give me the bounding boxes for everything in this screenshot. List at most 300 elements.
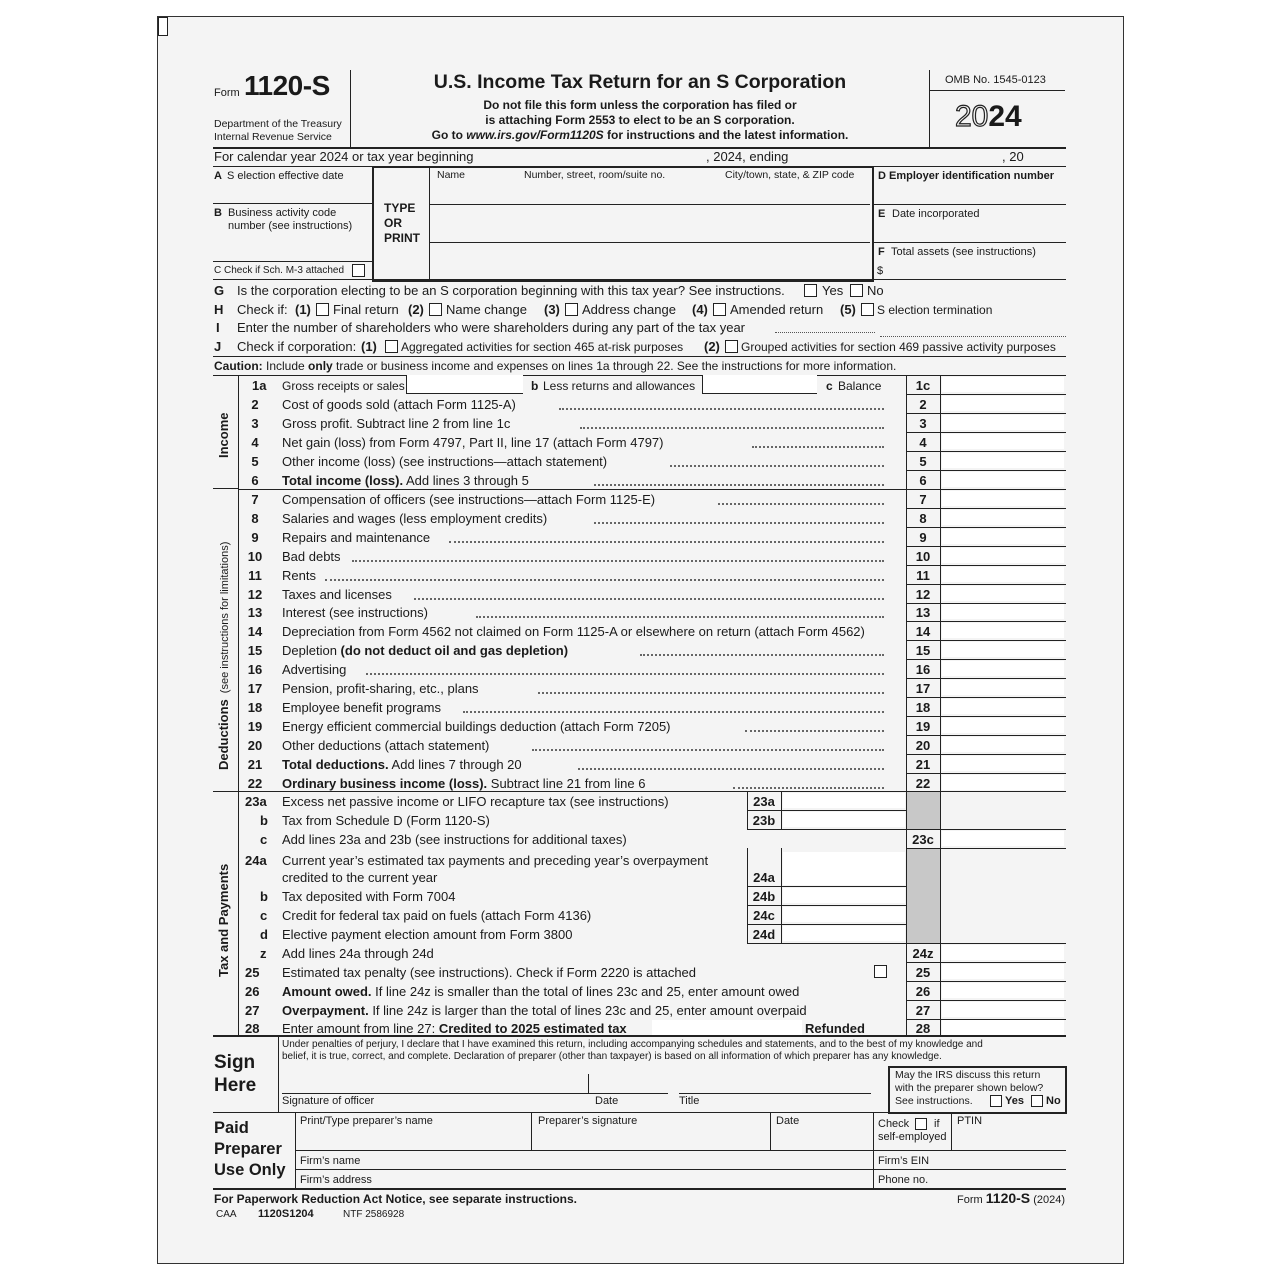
rule-24c — [747, 924, 907, 925]
preparer-sig-divider — [531, 1112, 532, 1150]
preparer-name-label: Print/Type preparer’s name — [300, 1115, 433, 1127]
caution-bold: Caution: — [214, 359, 263, 373]
line-19-number: 19 — [247, 719, 263, 734]
amount-24b-input[interactable] — [783, 888, 905, 903]
ptin-divider — [951, 1112, 952, 1150]
amended-return-checkbox[interactable] — [713, 303, 726, 316]
line-18-text: Employee benefit programs — [282, 700, 441, 715]
omb-number: OMB No. 1545-0123 — [945, 74, 1046, 86]
j-rule — [213, 356, 1066, 357]
gross-receipts-input[interactable] — [406, 375, 523, 394]
box-15-label: 15 — [915, 643, 931, 658]
officer-title-input[interactable] — [679, 1073, 869, 1091]
line-13-text: Interest (see instructions) — [282, 605, 428, 620]
name-change-label: Name change — [446, 302, 527, 317]
subtitle-line3 — [350, 128, 930, 142]
line-5-text: Other income (loss) (see instructions—attach statement) — [282, 454, 608, 469]
amount-1c-input[interactable] — [942, 377, 1064, 392]
amount-9-input[interactable] — [942, 529, 1064, 544]
here-label: Here — [214, 1075, 257, 1096]
caution-note — [214, 359, 896, 373]
irs-discuss-line1: May the IRS discuss this return — [895, 1069, 1041, 1081]
a-rule — [213, 203, 372, 204]
line-13-rule — [906, 621, 1066, 622]
inner-column-24-mid — [781, 848, 782, 943]
line-24z-number: z — [260, 946, 267, 961]
ptin-label: PTIN — [957, 1115, 983, 1127]
dollar-sign: $ — [877, 265, 884, 277]
amount-5-input[interactable] — [942, 453, 1064, 468]
line-8-label — [282, 511, 547, 526]
line-f-letter: F — [878, 246, 885, 258]
ptin-input[interactable] — [955, 1130, 1063, 1148]
amount-4-input[interactable] — [942, 434, 1064, 449]
line-6-label — [282, 473, 529, 488]
box-24d-label: 24d — [752, 927, 776, 942]
box-8-label: 8 — [919, 511, 927, 526]
date-incorporated-label: Date incorporated — [892, 208, 980, 220]
type-print-divider — [429, 166, 430, 279]
amount-24z-input[interactable] — [942, 945, 1064, 960]
yes-label: Yes — [822, 283, 844, 298]
amount-owed-bold: Amount owed. — [282, 984, 372, 999]
credited-estimated-tax-label: Credited to 2025 estimated tax — [438, 1021, 627, 1036]
line-20-number: 20 — [247, 738, 263, 753]
caution-rule — [213, 375, 1066, 376]
amount-7-input[interactable] — [942, 491, 1064, 506]
line-23b-label: Tax from Schedule D (Form 1120-S) — [282, 813, 490, 828]
rule-26 — [906, 1000, 1066, 1001]
box-12-label: 12 — [915, 587, 931, 602]
instructions-link[interactable]: www.irs.gov/Form1120S — [466, 128, 604, 142]
line-24d-number: d — [260, 927, 268, 942]
firm-address-input[interactable] — [375, 1171, 870, 1187]
b-rule — [213, 261, 372, 262]
credited-amount-input[interactable] — [652, 1020, 802, 1035]
line-19-label — [282, 719, 671, 734]
preparer-date-divider — [770, 1112, 771, 1150]
amount-2-input[interactable] — [942, 396, 1064, 411]
firm-ein-label: Firm’s EIN — [878, 1155, 930, 1167]
amount-23c-input[interactable] — [942, 831, 1064, 846]
box-14-label: 14 — [915, 624, 931, 639]
rule-24b — [747, 905, 907, 906]
line-14-number: 14 — [247, 624, 263, 639]
line-25-number: 25 — [245, 965, 260, 980]
address-change-checkbox[interactable] — [565, 303, 578, 316]
schedule-m3-checkbox[interactable] — [352, 264, 365, 277]
firm-name-label: Firm’s name — [300, 1155, 361, 1167]
city-label: City/town, state, & ZIP code — [725, 169, 855, 181]
line-3-label — [282, 416, 510, 431]
line-b-letter: B — [214, 207, 222, 219]
box-26-label: 26 — [915, 984, 931, 999]
officer-signature-input[interactable] — [282, 1073, 586, 1091]
line-24b-number: b — [260, 889, 268, 904]
box-18-label: 18 — [915, 700, 931, 715]
amount-23b-input[interactable] — [783, 812, 905, 827]
firm-name-input[interactable] — [365, 1152, 870, 1168]
tax-payments-section-label: Tax and Payments — [216, 863, 231, 977]
box-24c-label: 24c — [753, 908, 775, 923]
catalog-code: 1120S1204 — [258, 1208, 314, 1220]
box-24z-label: 24z — [912, 946, 934, 961]
amount-13-input[interactable] — [942, 604, 1064, 619]
line-27-label — [282, 1003, 807, 1018]
box-21-label: 21 — [915, 757, 931, 772]
line-7-label — [282, 492, 655, 507]
rule-23a — [747, 810, 907, 811]
amount-14-input[interactable] — [942, 623, 1064, 638]
omb-rule — [929, 90, 1065, 91]
box-17-label: 17 — [915, 681, 931, 696]
line-8-number: 8 — [251, 511, 259, 526]
line-23c-number: c — [260, 832, 268, 847]
name-change-checkbox[interactable] — [429, 303, 442, 316]
line-9-number: 9 — [251, 530, 259, 545]
irs-yes-label: Yes — [1005, 1095, 1024, 1107]
amount-24d-input[interactable] — [783, 926, 905, 941]
irs-discuss-no-checkbox[interactable] — [1031, 1095, 1043, 1107]
box-2-label: 2 — [919, 397, 927, 412]
line-4-rule — [906, 451, 1066, 452]
line-e-letter: E — [878, 208, 886, 220]
gross-receipts-label: Gross receipts or sales — [282, 379, 405, 393]
form-number: 1120-S — [244, 70, 330, 101]
line-24d-label: Elective payment election amount from Form 3800 — [282, 927, 573, 942]
amount-22-input[interactable] — [942, 775, 1064, 790]
preparer-date-label: Date — [776, 1115, 800, 1127]
line-a-letter: A — [214, 170, 222, 182]
preparer-label: Preparer — [214, 1140, 282, 1158]
grouped-activities-checkbox[interactable] — [725, 340, 738, 353]
line-10-label — [282, 549, 341, 564]
ein-label: D Employer identification number — [878, 170, 1055, 182]
line-i-letter: I — [216, 320, 220, 335]
line-21-label — [282, 757, 522, 772]
line-19-leader — [745, 730, 884, 732]
line-2-text: Cost of goods sold (attach Form 1125-A) — [282, 397, 516, 412]
box-13-label: 13 — [915, 605, 931, 620]
h2-number: (2) — [408, 302, 424, 317]
corner-mark — [158, 17, 168, 36]
line-14-rule — [906, 640, 1066, 641]
line-13-leader — [476, 616, 884, 618]
line-11-rule — [906, 584, 1066, 585]
amount-12-input[interactable] — [942, 586, 1064, 601]
shareholders-input[interactable] — [880, 336, 1066, 337]
line-4-leader — [752, 446, 884, 448]
tax-year-outline: 20 — [955, 100, 989, 133]
returns-allowances-label: Less returns and allowances — [543, 379, 696, 393]
shareholders-leader — [775, 332, 875, 333]
total-assets-label: Total assets (see instructions) — [891, 246, 1036, 258]
line-5-leader — [670, 465, 884, 467]
title-rule — [679, 1093, 871, 1094]
line-22-label — [282, 776, 645, 791]
line-3-rule — [906, 432, 1066, 433]
box-5-label: 5 — [919, 454, 927, 469]
line-8-text: Salaries and wages (less employment credits) — [282, 511, 548, 526]
final-return-checkbox[interactable] — [316, 303, 329, 316]
line-9-text: Repairs and maintenance — [282, 530, 431, 545]
line-2-label — [282, 397, 516, 412]
line-14-label — [282, 624, 865, 639]
h3-number: (3) — [544, 302, 560, 317]
line-18-label — [282, 700, 441, 715]
box-6-label: 6 — [919, 473, 927, 488]
line-21-text: Add lines 7 through 20 — [388, 757, 522, 772]
line-15-leader — [640, 654, 884, 656]
line-12-label — [282, 587, 392, 602]
subtitle-rest: for instructions and the latest information. — [603, 128, 849, 142]
line-20-rule — [906, 754, 1066, 755]
preparer-name-input[interactable] — [300, 1130, 528, 1148]
line-7-text: Compensation of officers (see instructions—attach Form 1125-E) — [282, 492, 656, 507]
box-24b-label: 24b — [752, 889, 776, 904]
box-11-label: 11 — [916, 568, 930, 583]
footer-form-number: 1120-S — [985, 1190, 1031, 1206]
h1-number: (1) — [295, 302, 311, 317]
line-5-label — [282, 454, 607, 469]
line-28-label — [282, 1021, 627, 1036]
rule-24z — [906, 962, 1066, 963]
line-16-leader — [366, 673, 884, 675]
line-24b-label: Tax deposited with Form 7004 — [282, 889, 456, 904]
title-label: Title — [679, 1095, 700, 1107]
line-4-text: Net gain (loss) from Form 4797, Part II, line 17 (attach Form 4797) — [282, 435, 664, 450]
street-address-input[interactable] — [432, 220, 868, 240]
caa-label: CAA — [216, 1209, 237, 1220]
line-22-text: Subtract line 21 from line 6 — [487, 776, 646, 791]
paid-label: Paid — [214, 1119, 249, 1137]
line-20-text: Other deductions (attach statement) — [282, 738, 490, 753]
preparer-bottom-rule — [213, 1188, 1066, 1190]
amount-18-input[interactable] — [942, 699, 1064, 714]
line-2-leader — [559, 408, 884, 410]
box-25-label: 25 — [915, 965, 931, 980]
line-13-label — [282, 605, 428, 620]
line-15-label — [282, 643, 568, 658]
line-16-text: Advertising — [282, 662, 347, 677]
sign-divider — [278, 1036, 279, 1112]
line-24c-label: Credit for federal tax paid on fuels (attach Form 4136) — [282, 908, 592, 923]
line-2-number: 2 — [251, 397, 259, 412]
line-h-letter: H — [214, 302, 224, 317]
amount-28-input[interactable] — [942, 1020, 1064, 1035]
h5-number: (5) — [840, 302, 856, 317]
self-employed-checkbox[interactable] — [915, 1118, 927, 1130]
line-12-leader — [414, 598, 884, 600]
irs-discuss-yes-checkbox[interactable] — [990, 1095, 1002, 1107]
line-24a-number: 24a — [245, 853, 267, 868]
amended-return-label: Amended return — [730, 302, 824, 317]
deductions-section-label — [216, 542, 231, 770]
preparer-signature-label: Preparer’s signature — [538, 1115, 638, 1127]
line-17-rule — [906, 697, 1066, 698]
no-label: No — [867, 283, 884, 298]
line-8-rule — [906, 527, 1066, 528]
irs-discuss-line2: with the preparer shown below? — [895, 1082, 1044, 1094]
sign-bottom-rule — [213, 1112, 1066, 1113]
line-16-label — [282, 662, 346, 677]
line-22-leader — [733, 787, 884, 789]
preparer-signature-input[interactable] — [536, 1130, 766, 1148]
use-only-label: Use Only — [214, 1161, 286, 1179]
deductions-note: (see instructions for limitations) — [219, 541, 231, 694]
amount-24c-input[interactable] — [783, 907, 905, 922]
business-code-label2: number (see instructions) — [228, 220, 353, 232]
line-11-number: 11 — [248, 568, 262, 583]
line-22-number: 22 — [247, 776, 263, 791]
s-election-termination-checkbox[interactable] — [861, 303, 874, 316]
line-18-rule — [906, 716, 1066, 717]
check-label: Check — [878, 1118, 910, 1130]
line-15-rule — [906, 659, 1066, 660]
sign-date-divider — [588, 1074, 589, 1093]
caution-only: only — [308, 359, 333, 373]
aggregated-activities-label: Aggregated activities for section 465 at-risk purposes — [401, 340, 684, 354]
line-17-number: 17 — [247, 681, 263, 696]
preparer-row1-rule — [295, 1150, 1066, 1151]
line-28-number: 28 — [245, 1021, 260, 1036]
line-12-text: Taxes and licenses — [282, 587, 392, 602]
line-21-leader — [578, 768, 884, 770]
line-16-rule — [906, 678, 1066, 679]
line-1a-number: 1a — [252, 378, 267, 393]
line-10-number: 10 — [247, 549, 263, 564]
returns-allowances-input[interactable] — [702, 375, 817, 394]
subtitle-line1: Do not file this form unless the corporation has filed or — [483, 98, 797, 112]
aggregated-activities-checkbox[interactable] — [385, 340, 398, 353]
final-return-label: Final return — [333, 302, 399, 317]
line-1c-letter: c — [826, 379, 833, 393]
irs-no-label: No — [1046, 1095, 1061, 1107]
amount-23a-input[interactable] — [783, 793, 905, 808]
amount-10-input[interactable] — [942, 548, 1064, 563]
sign-label: Sign — [214, 1052, 256, 1073]
amount-27-input[interactable] — [942, 1002, 1064, 1017]
city-state-zip-input[interactable] — [432, 252, 868, 274]
line-24z-label: Add lines 24a through 24d — [282, 946, 434, 961]
amount-16-input[interactable] — [942, 661, 1064, 676]
form-2220-checkbox[interactable] — [874, 965, 887, 978]
h4-number: (4) — [692, 302, 708, 317]
box-number-column-right — [940, 375, 941, 1035]
line-23a-number: 23a — [245, 794, 267, 809]
name-field-rule — [430, 204, 870, 205]
line-15-number: 15 — [247, 643, 263, 658]
box-16-label: 16 — [915, 662, 931, 677]
rule-23c — [906, 848, 1066, 849]
check-if-label: Check if: — [237, 302, 288, 317]
grouped-activities-label: Grouped activities for section 469 passive activity purposes — [741, 340, 1056, 354]
line-11-leader — [325, 579, 884, 581]
amount-26-input[interactable] — [942, 983, 1064, 998]
amount-15-input[interactable] — [942, 642, 1064, 657]
box-19-label: 19 — [915, 719, 931, 734]
signature-officer-label: Signature of officer — [282, 1095, 375, 1107]
officer-signature-rule — [282, 1093, 588, 1094]
line-23c-label: Add lines 23a and 23b (see instructions for additional taxes) — [282, 832, 627, 847]
type-label: TYPE — [384, 201, 416, 215]
line-21-bold: Total deductions. — [282, 757, 389, 772]
amount-3-input[interactable] — [942, 415, 1064, 430]
line-15-bold-note: (do not deduct oil and gas depletion) — [340, 643, 569, 658]
amount-21-input[interactable] — [942, 756, 1064, 771]
line-1-rule — [906, 394, 1066, 395]
phone-input[interactable] — [935, 1171, 1063, 1187]
line-24a-label1: Current year’s estimated tax payments and preceding year’s overpayment — [282, 853, 709, 868]
line-11-text: Rents — [282, 568, 316, 583]
line-24c-number: c — [260, 908, 268, 923]
line-26-label — [282, 984, 799, 999]
line-j-letter: J — [214, 339, 222, 354]
box-22-label: 22 — [915, 776, 931, 791]
e-rule — [873, 242, 1066, 243]
if-label: if — [934, 1118, 940, 1130]
box-10-label: 10 — [915, 549, 931, 564]
firm-ein-input[interactable] — [935, 1152, 1063, 1168]
street-label: Number, street, room/suite no. — [524, 169, 666, 181]
line-6-bold: Total income (loss). — [282, 473, 404, 488]
box-24a-label: 24a — [753, 870, 775, 885]
officer-date-input[interactable] — [590, 1073, 666, 1091]
line-15-text: Depletion — [282, 643, 341, 658]
irs-discuss-line3: See instructions. — [895, 1095, 973, 1107]
amount-8-input[interactable] — [942, 510, 1064, 525]
or-label: OR — [384, 216, 402, 230]
line-6-text: Add lines 3 through 5 — [403, 473, 529, 488]
amount-11-input[interactable] — [942, 567, 1064, 582]
preparer-date-input[interactable] — [774, 1130, 870, 1148]
amount-19-input[interactable] — [942, 718, 1064, 733]
box-9-label: 9 — [919, 530, 927, 545]
firm-address-label: Firm’s address — [300, 1174, 372, 1186]
balance-label: Balance — [838, 379, 882, 393]
shaded-24-box — [907, 848, 940, 943]
overpayment-bold: Overpayment. — [282, 1003, 369, 1018]
amount-24a-input[interactable] — [783, 852, 905, 885]
line-18-leader — [463, 711, 884, 713]
amount-20-input[interactable] — [942, 737, 1064, 752]
s-election-date-label: S election effective date — [227, 170, 344, 182]
amount-17-input[interactable] — [942, 680, 1064, 695]
line-3-number: 3 — [251, 416, 259, 431]
corporation-name-input[interactable] — [432, 184, 868, 202]
sign-date-label: Date — [595, 1095, 619, 1107]
ntf-code: NTF 2586928 — [343, 1209, 405, 1220]
tax-year — [955, 100, 1022, 134]
check-if-corporation-label: Check if corporation: — [237, 339, 357, 354]
preparer-row2-rule — [295, 1169, 1066, 1170]
box-23b-label: 23b — [752, 813, 776, 828]
line-5-rule — [906, 470, 1066, 471]
line-8-leader — [594, 522, 884, 524]
line-18-number: 18 — [247, 700, 263, 715]
line-7-leader — [718, 503, 884, 505]
line-24a-label2: credited to the current year — [282, 870, 438, 885]
s-election-no-checkbox[interactable] — [850, 284, 863, 297]
line-17-leader — [538, 692, 884, 694]
deductions-title: Deductions — [216, 699, 231, 770]
amount-25-input[interactable] — [942, 964, 1064, 979]
amount-6-input[interactable] — [942, 472, 1064, 487]
line-7-rule — [906, 508, 1066, 509]
s-election-yes-checkbox[interactable] — [804, 284, 817, 297]
box-28-label: 28 — [915, 1021, 931, 1036]
line-g-letter: G — [214, 283, 225, 298]
